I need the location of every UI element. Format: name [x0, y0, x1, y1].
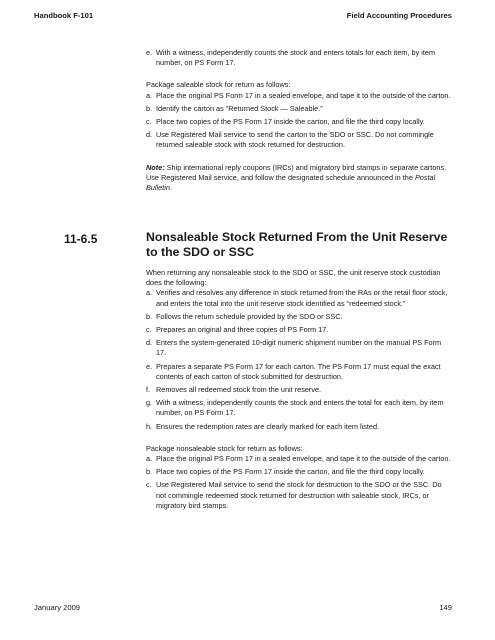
item-letter: d. [146, 338, 153, 348]
section-intro: When returning any nonsaleable stock to the SDO or SSC, the unit reserve stock custodian does the following: [146, 268, 441, 288]
item-text: Use Registered Mail service to send the stock for destruction to the SDO or the SSC. Do not commingle redeemed stock returned for destruction with saleable stock, IRCs, or migratory bird stamps. [156, 480, 442, 510]
item-text: Identify the carton as “Returned Stock — Saleable.” [156, 103, 323, 113]
item-letter: b. [146, 311, 153, 321]
note-label: Note: [146, 162, 165, 172]
page-number: 149 [439, 603, 452, 612]
list-item [146, 48, 452, 68]
top-content [146, 48, 452, 193]
list-item [146, 385, 452, 395]
note-italic-text: Postal Bulletin [146, 172, 436, 193]
list-item [146, 398, 452, 418]
list-item [146, 338, 452, 358]
section-content [146, 230, 452, 511]
item-text: Ensures the redemption rates are clearly marked for each item listed. [156, 421, 380, 431]
item-letter: f. [146, 385, 151, 395]
note-text-end: . [169, 183, 172, 193]
list-item [146, 130, 452, 150]
package-saleable-intro: Package saleable stock for return as follows: [146, 80, 291, 90]
item-letter: e. [146, 361, 153, 371]
header-handbook-title: Handbook F-101 [34, 11, 94, 20]
item-letter: g. [146, 398, 153, 408]
list-item [146, 480, 452, 511]
item-letter: a. [146, 454, 153, 464]
list-item [146, 117, 452, 127]
item-text: Prepares an original and three copies of PS Form 17. [156, 325, 329, 335]
item-letter: h. [146, 421, 153, 431]
section-number: 11-6.5 [64, 232, 98, 246]
list-item [146, 288, 452, 308]
item-text: Prepares a separate PS Form 17 for each carton. The PS Form 17 must equal the exact contents of each carton of stock submitted for destruction. [156, 361, 441, 381]
item-text: Place two copies of the PS Form 17 inside the carton, and file the third copy locally. [156, 117, 425, 127]
item-letter: c. [146, 117, 152, 127]
item-letter: b. [146, 103, 153, 113]
item-letter: a. [146, 288, 153, 298]
list-item [146, 362, 452, 382]
item-letter: c. [146, 480, 152, 490]
item-text: Verifies and resolves any difference in stock returned from the RAs or the retail floor stock, and enters the total into the unit reserve stock identified as “redeemed stock.” [156, 288, 448, 308]
item-text: Follows the return schedule provided by the SDO or SSC. [156, 311, 343, 321]
footer-date: January 2009 [34, 603, 81, 612]
item-letter: d. [146, 130, 153, 140]
list-item [146, 325, 452, 335]
note-text: Ship international reply coupons (IRCs) and migratory bird stamps in separate cartons. Use Registered Mail service, and follow the designated schedule announced in the [146, 162, 447, 182]
item-letter: c. [146, 325, 152, 335]
item-text: Place the original PS Form 17 in a sealed envelope, and tape it to the outside of the carton. [156, 454, 451, 464]
item-text: With a witness, independently counts the stock and enters the total for each item, by item number, on PS Form 17. [156, 398, 444, 418]
list-item [146, 104, 452, 114]
item-text: Enters the system-generated 10-digit numeric shipment number on the manual PS Form 17. [156, 338, 442, 358]
item-letter: e. [146, 48, 153, 57]
list-item [146, 422, 452, 432]
item-letter: b. [146, 467, 153, 477]
list-item [146, 91, 452, 101]
list-item [146, 467, 452, 477]
item-text: Place the original PS Form 17 in a sealed envelope, and tape it to the outside of the carton. [156, 90, 451, 100]
item-letter: a. [146, 90, 153, 100]
note [146, 163, 452, 194]
item-text: Removes all redeemed stock from the unit reserve. [156, 385, 322, 395]
item-text: With a witness, independently counts the stock and enters totals for each item, by item number, on PS Form 17. [156, 48, 436, 68]
list-item [146, 312, 452, 322]
package-nonsaleable-intro: Package nonsaleable stock for return as follows: [146, 443, 303, 453]
item-text: Place two copies of the PS Form 17 inside the carton, and file the third copy locally. [156, 467, 425, 477]
header-section-title: Field Accounting Procedures [346, 11, 452, 20]
section-title: Nonsaleable Stock Returned From the Unit Reserve to the SDO or SSC [146, 230, 448, 259]
item-text: Use Registered Mail service to send the carton to the SDO or SSC. Do not commingle returned saleable stock with stock returned for destruction. [156, 130, 434, 150]
list-item [146, 454, 452, 464]
